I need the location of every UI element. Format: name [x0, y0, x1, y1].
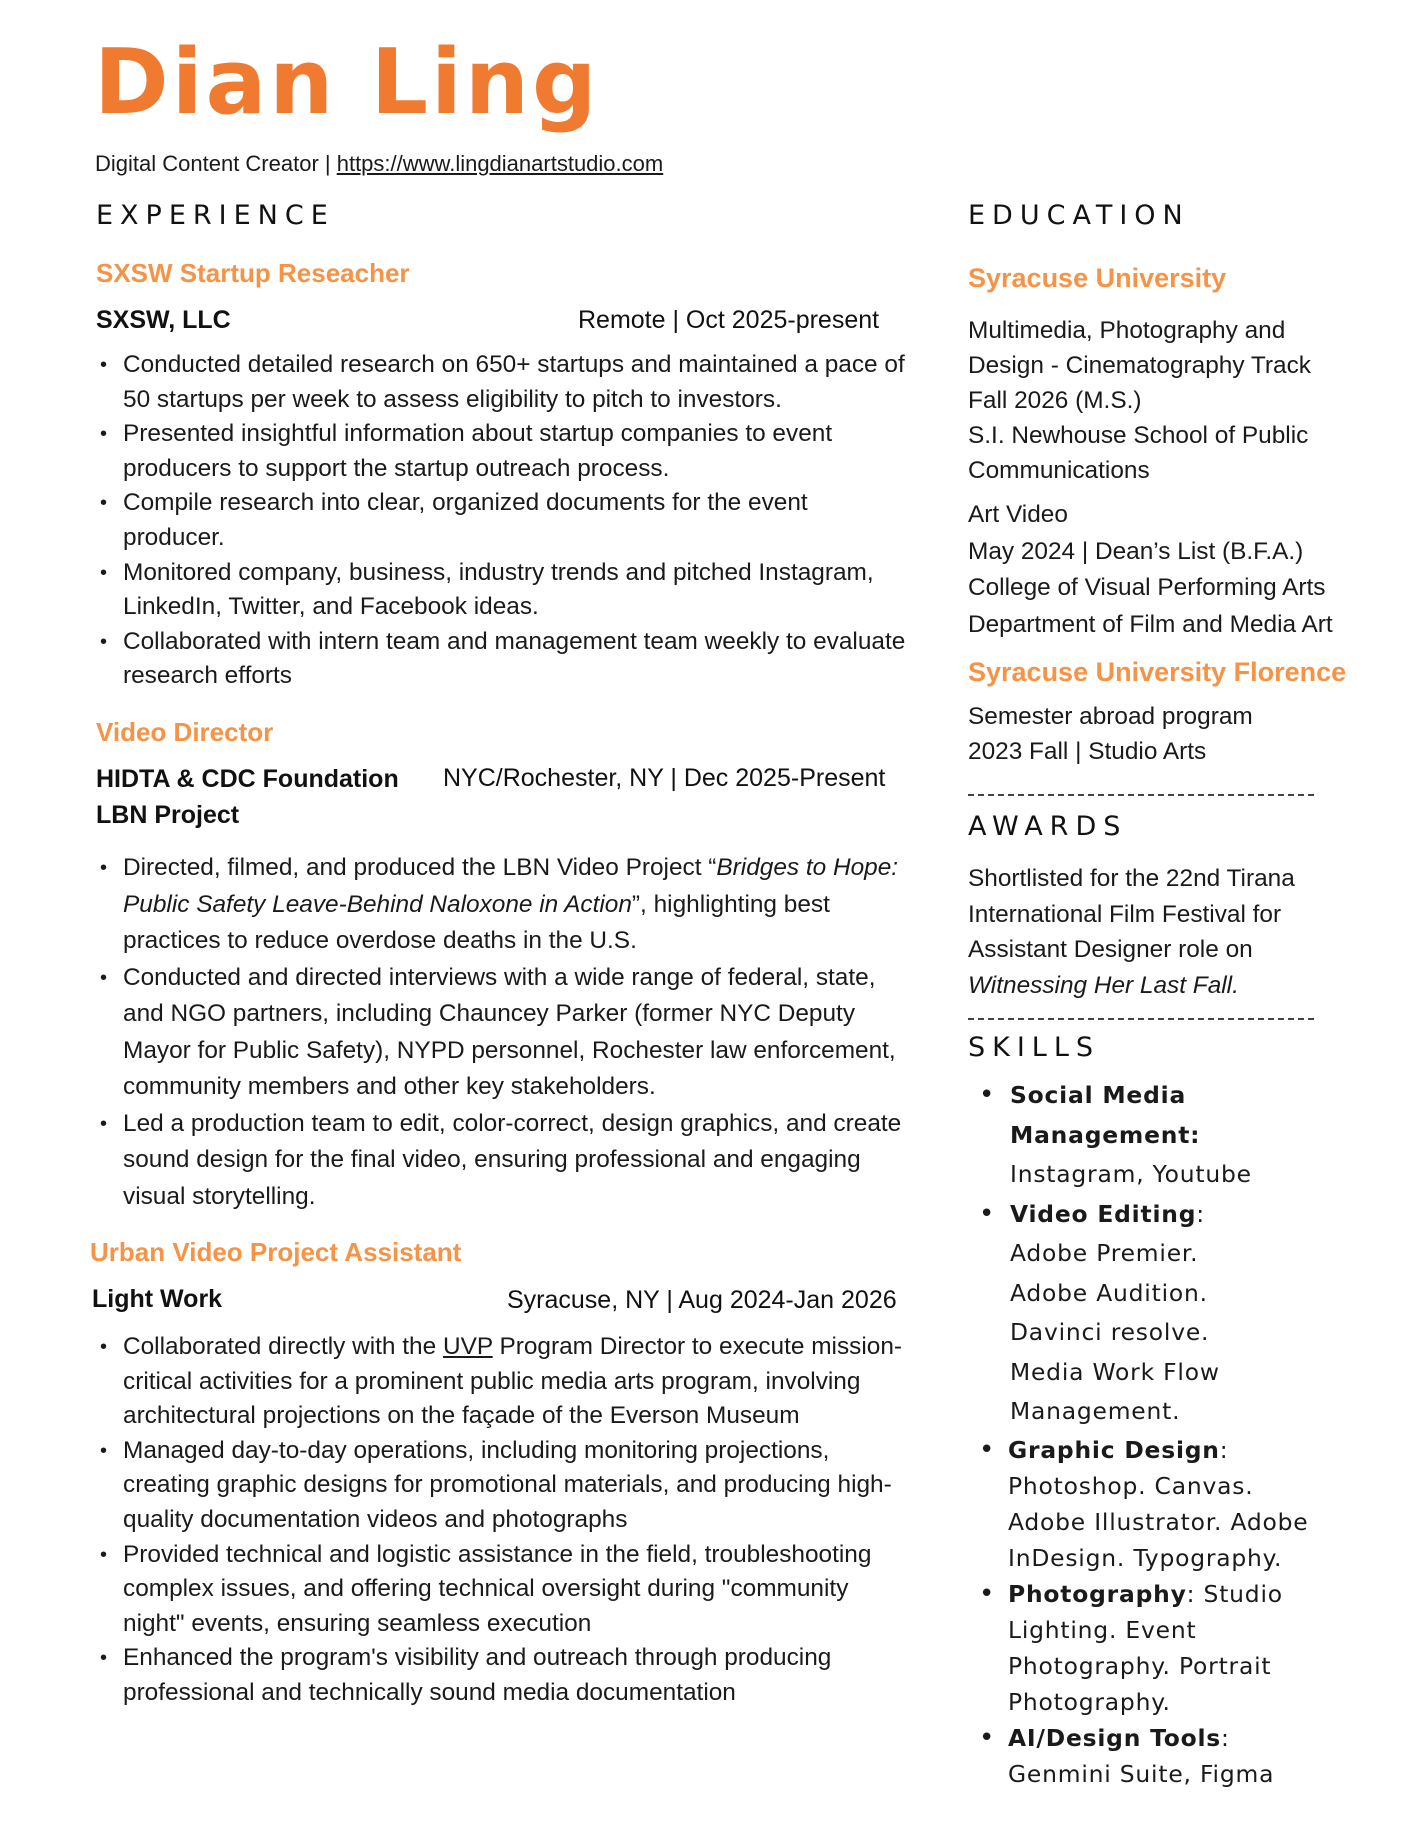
- skill-text: Genmini Suite, Figma: [1008, 1759, 1275, 1788]
- list-item: • Compile research into clear, organized documents for the event producer.: [96, 486, 916, 555]
- skill-item: [968, 1432, 1328, 1576]
- list-item: • Monitored company, business, industry trends and pitched Instagram, LinkedIn, Twitter, and Facebook ideas.: [96, 556, 916, 625]
- list-item: • Led a production team to edit, color-correct, design graphics, and create sound design for the final video, ensuring professional and engaging visual storytelling.: [96, 1106, 916, 1216]
- skill-item: [968, 1576, 1328, 1720]
- bullet-text: ”, highlighting best practices to reduce overdose deaths in the U.S.: [123, 890, 830, 954]
- skill-sep: :: [1196, 1199, 1205, 1228]
- experience-heading: EXPERIENCE: [96, 200, 335, 231]
- divider: [968, 794, 1314, 796]
- study-abroad: [968, 699, 1358, 769]
- film-title: Witnessing Her Last Fall.: [968, 971, 1239, 999]
- job-org-project: LBN Project: [96, 801, 240, 829]
- school-name: Syracuse University: [968, 263, 1227, 293]
- skill-item: [968, 1720, 1328, 1792]
- degree-line: 2023 Fall | Studio Arts: [968, 738, 1207, 765]
- job-location: Remote | Oct 2025-present: [578, 306, 880, 334]
- job-location: NYC/Rochester, NY | Dec 2025-Present: [443, 764, 886, 792]
- degree-line: Department of Film and Media Art: [968, 610, 1333, 638]
- degree-line: Art Video: [968, 501, 1068, 528]
- skill-text: Instagram, Youtube: [1010, 1160, 1252, 1188]
- list-item: • Conducted detailed research on 650+ startups and maintained a pace of 50 startups per week to assess eligibility to pitch to investors.: [96, 348, 916, 417]
- role-text: Digital Content Creator |: [95, 151, 337, 176]
- uvp-link[interactable]: UVP: [442, 1333, 493, 1360]
- job-bullets: [96, 348, 916, 694]
- degree-line: Multimedia, Photography and Design - Cinematography Track: [968, 317, 1311, 379]
- skill-sep: :: [1219, 1435, 1229, 1464]
- job-title: Video Director: [96, 717, 274, 747]
- list-item: [96, 850, 916, 960]
- bullet-text: Directed, filmed, and produced the LBN Video Project “: [123, 854, 717, 881]
- degree-line: College of Visual Performing Arts: [968, 574, 1326, 601]
- skills-heading: SKILLS: [968, 1032, 1101, 1063]
- website-link[interactable]: https://www.lingdianartstudio.com: [336, 151, 664, 176]
- job-org: Light Work: [92, 1285, 223, 1313]
- degree-ms: [968, 313, 1358, 488]
- list-item: [96, 1330, 916, 1434]
- skill-label: AI/Design Tools: [1008, 1723, 1222, 1752]
- skill-text: Photoshop. Canvas. Adobe Illustrator. Adobe InDesign. Typography.: [1008, 1471, 1309, 1572]
- job-org: SXSW, LLC: [96, 306, 231, 334]
- degree-line: Semester abroad program: [968, 703, 1253, 730]
- skill-label: Video Editing: [1010, 1199, 1197, 1228]
- bullet-text: Collaborated directly with the: [123, 1333, 443, 1360]
- skill-sep: :: [1221, 1723, 1230, 1752]
- awards-heading: AWARDS: [968, 811, 1128, 842]
- degree-line: May 2024 | Dean’s List (B.F.A.): [968, 537, 1304, 565]
- skills-list: [968, 1076, 1328, 1792]
- tagline: [95, 151, 663, 177]
- degree-line: Fall 2026 (M.S.): [968, 387, 1142, 414]
- skill-sep: :: [1186, 1579, 1196, 1608]
- school-name: Syracuse University Florence: [968, 657, 1347, 687]
- list-item: • Presented insightful information about startup companies to event producers to support the startup outreach process.: [96, 417, 916, 486]
- list-item: • Managed day-to-day operations, including monitoring projections, creating graphic designs for promotional materials, and producing high-quality documentation videos and photographs: [96, 1434, 916, 1538]
- education-heading: EDUCATION: [968, 200, 1190, 231]
- bullet-text: Program Director to execute mission-critical activities for a prominent public media arts program, involving architectural projections on the façade of the Everson Museum: [123, 1333, 903, 1430]
- candidate-name: Dian Ling: [94, 30, 600, 135]
- list-item: • Conducted and directed interviews with a wide range of federal, state, and NGO partners, including Chauncey Parker (former NYC Deputy Mayor for Public Safety), NYPD personnel, Rochester law enforcement, community members and other key stakeholders.: [96, 960, 916, 1106]
- award-entry: [968, 861, 1328, 1003]
- project-title: Bridges to Hope: Public Safety Leave-Behind Naloxone in Action: [123, 854, 899, 918]
- degree-line: S.I. Newhouse School of Public Communications: [968, 422, 1309, 484]
- skill-item: [968, 1195, 1328, 1432]
- job-location: Syracuse, NY | Aug 2024-Jan 2026: [507, 1286, 897, 1314]
- skill-text: Adobe Premier. Adobe Audition. Davinci resolve. Media Work Flow Management.: [1010, 1239, 1220, 1425]
- job-title: SXSW Startup Reseacher: [96, 258, 410, 288]
- skill-label: Social Media Management:: [1010, 1081, 1201, 1149]
- degree-bfa: [968, 497, 1368, 643]
- job-title: Urban Video Project Assistant: [90, 1237, 462, 1267]
- skill-label: Graphic Design: [1008, 1435, 1220, 1464]
- list-item: • Enhanced the program's visibility and outreach through producing professional and technically sound media documentation: [96, 1641, 916, 1710]
- job-org: HIDTA & CDC Foundation: [96, 765, 399, 793]
- skill-text: Studio Lighting. Event Photography. Portrait Photography.: [1008, 1579, 1283, 1716]
- list-item: • Collaborated with intern team and management team weekly to evaluate research efforts: [96, 625, 916, 694]
- list-item: • Provided technical and logistic assistance in the field, troubleshooting complex issues, and offering technical oversight during "community night" events, ensuring seamless execution: [96, 1538, 916, 1642]
- divider: [968, 1018, 1314, 1020]
- skill-label: Photography: [1008, 1579, 1187, 1608]
- award-text: Shortlisted for the 22nd Tirana International Film Festival for Assistant Designer role on: [968, 865, 1295, 963]
- skill-item: [968, 1076, 1328, 1195]
- job-bullets: [96, 850, 916, 1215]
- job-bullets: [96, 1330, 916, 1711]
